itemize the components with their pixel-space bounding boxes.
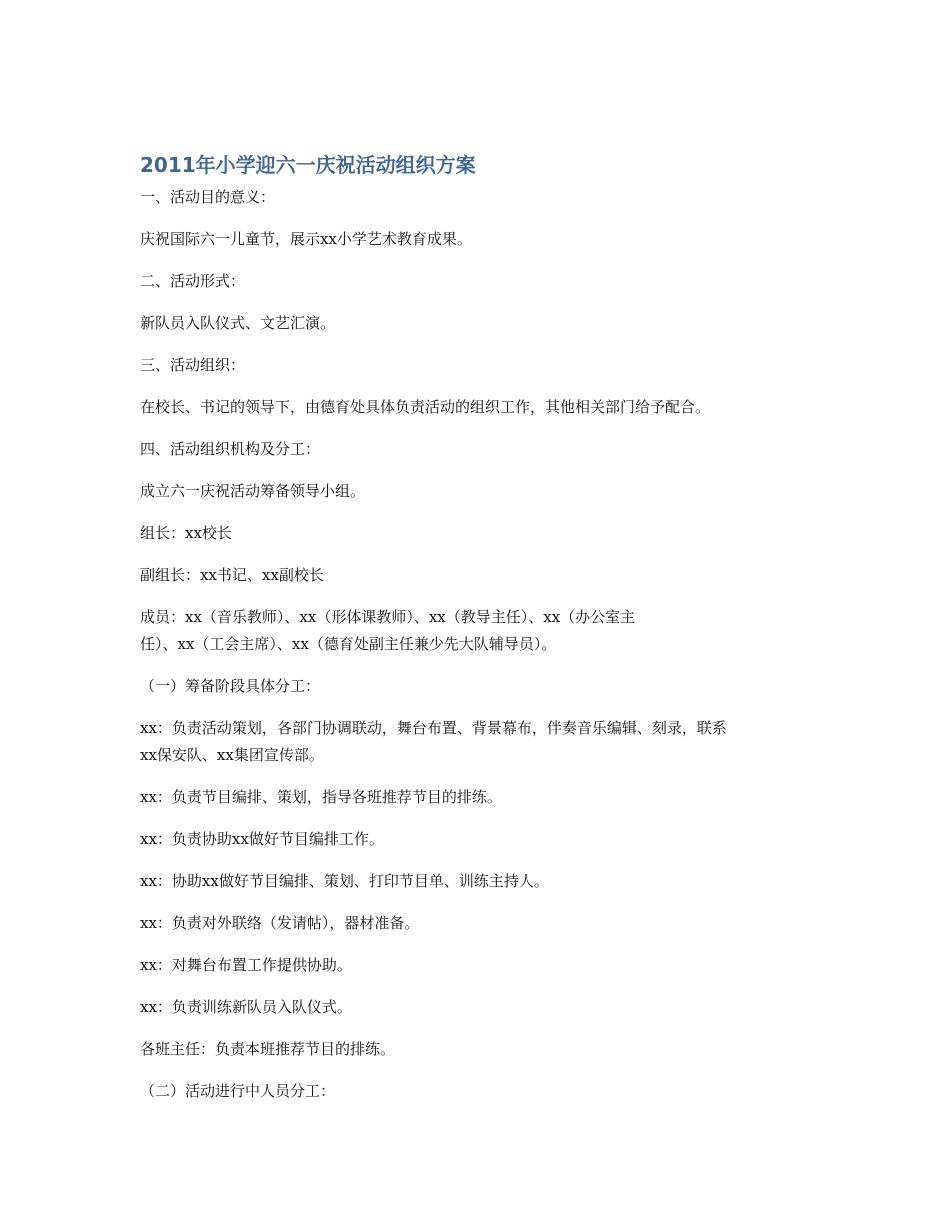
duty-planning-line-1: xx：负责活动策划，各部门协调联动，舞台布置、背景幕布，伴奏音乐编辑、刻录，联系 [140, 719, 727, 737]
document-title: 2011年小学迎六一庆祝活动组织方案 [140, 153, 476, 177]
paragraph-duty-planning [140, 715, 820, 769]
paragraph-duty-assist-programs: xx：负责协助xx做好节目编排工作。 [140, 830, 384, 848]
paragraph-duty-programs: xx：负责节目编排、策划，指导各班推荐节目的排练。 [140, 788, 502, 806]
paragraph-duty-stage-assist: xx：对舞台布置工作提供协助。 [140, 956, 352, 974]
paragraph-duty-induction: xx：负责训练新队员入队仪式。 [140, 998, 352, 1016]
subsection-heading-preparation: （一）筹备阶段具体分工： [140, 677, 321, 695]
section-heading-organization: 三、活动组织： [140, 356, 246, 374]
paragraph-duty-liaison: xx：负责对外联络（发请帖），器材准备。 [140, 914, 420, 932]
paragraph-purpose: 庆祝国际六一儿童节，展示xx小学艺术教育成果。 [140, 230, 472, 248]
section-heading-format: 二、活动形式： [140, 272, 246, 290]
section-heading-purpose: 一、活动目的意义： [140, 188, 276, 206]
paragraph-format: 新队员入队仪式、文艺汇演。 [140, 314, 336, 332]
paragraph-duty-host-training: xx：协助xx做好节目编排、策划、打印节目单、训练主持人。 [140, 872, 549, 890]
paragraph-organization: 在校长、书记的领导下，由德育处具体负责活动的组织工作，其他相关部门给予配合。 [140, 398, 711, 416]
duty-planning-line-2: xx保安队、xx集团宣传部。 [140, 746, 324, 764]
document-body [140, 152, 820, 1120]
paragraph-members [140, 604, 820, 658]
subsection-heading-event-staff: （二）活动进行中人员分工： [140, 1082, 336, 1100]
paragraph-leading-group: 成立六一庆祝活动筹备领导小组。 [140, 482, 366, 500]
members-line-1: 成员：xx（音乐教师）、xx（形体课教师）、xx（教导主任）、xx（办公室主 [140, 608, 636, 626]
paragraph-duty-class-teachers: 各班主任：负责本班推荐节目的排练。 [140, 1040, 396, 1058]
paragraph-deputy-leader: 副组长：xx书记、xx副校长 [140, 566, 324, 584]
members-line-2: 任）、xx（工会主席）、xx（德育处副主任兼少先大队辅导员）。 [140, 635, 557, 653]
section-heading-structure: 四、活动组织机构及分工： [140, 440, 321, 458]
paragraph-leader: 组长：xx校长 [140, 524, 232, 542]
